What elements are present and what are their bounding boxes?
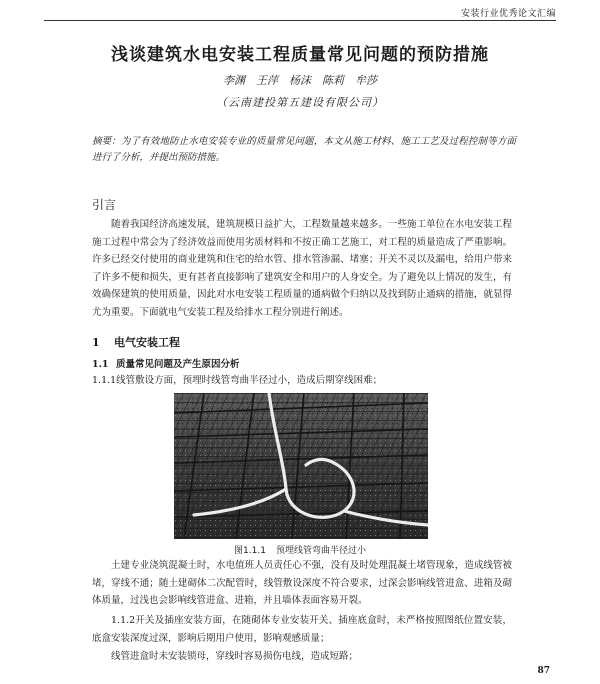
figure-caption-text: 预埋线管弯曲半径过小 — [275, 546, 366, 556]
section-1-title: 电气安装工程 — [114, 336, 180, 349]
section-1-1-heading — [92, 356, 240, 370]
figure-caption — [0, 543, 600, 556]
intro-heading: 引言 — [92, 198, 117, 212]
section-1-1-number: 1.1 — [92, 359, 109, 370]
item-1-1-2: 1.1.2开关及插座安装方面，在随砌体专业安装开关、插座底盒时，未严格按照图纸位置安装，底盒安装深度过深，影响后期用户使用，影响观感质量； — [92, 615, 512, 644]
item-1-1-1: 1.1.1线管敷设方面，预埋时线管弯曲半径过小，造成后期穿线困难； — [92, 375, 383, 386]
section-1-heading — [92, 334, 180, 350]
paragraph-last: 线管进盒时未安装锁母，穿线时容易损伤电线，造成短路； — [111, 651, 359, 662]
header-rule — [44, 20, 556, 21]
abstract — [92, 134, 516, 166]
intro-paragraph: 随着我国经济高速发展，建筑规模日益扩大，工程数量越来越多。一些施工单位在水电安装工程施工过程中常会为了经济效益而使用劣质材料和不按正确工艺施工，对工程的质量造成了严重影响。许多已经交付使用的商业建筑和住宅的给水管、排水管渗漏、堵塞；开关不灵以及漏电，给用户带来了许多不便和损失，更有甚者直接影响了建筑安全和用户的人身安全。为了避免以上情况的发生，有效确保建筑的使用质量，因此对水电安装工程质量的通病做个归纳以及找到防止通病的措施，就显得尤为重要。下面就电气安装工程及给排水工程分别进行阐述。 — [92, 219, 512, 318]
paragraph-after-figure: 土建专业浇筑混凝土时，水电值班人员责任心不强，没有及时处理混凝土堵管现象，造成线管被堵，穿线不通；随土建砌体二次配管时，线管敷设深度不符合要求，过深会影响线管进盒、进箱及砌体质量，过浅也会影响线管进盒、进箱，并且墙体表面容易开裂。 — [92, 560, 512, 606]
journal-header: 安装行业优秀论文汇编 — [460, 9, 556, 19]
section-1-number: 1 — [92, 336, 100, 349]
rebar-mesh — [174, 393, 428, 539]
affiliation: （云南建投第五建设有限公司） — [216, 96, 384, 109]
authors: 李渊 王萍 杨沫 陈莉 牟莎 — [223, 74, 377, 87]
conduit-photo — [174, 393, 428, 539]
section-1-1-title: 质量常见问题及产生原因分析 — [116, 359, 240, 370]
abstract-label: 摘要： — [92, 136, 121, 147]
abstract-text: 为了有效地防止水电安装专业的质量常见问题，本文从施工材料、施工工艺及过程控制等方面进行了分析，并提出预防措施。 — [92, 136, 516, 163]
page-number: 87 — [537, 666, 550, 676]
paper-title: 浅谈建筑水电安装工程质量常见问题的预防措施 — [111, 45, 489, 65]
figure-number: 图1.1.1 — [234, 546, 266, 556]
